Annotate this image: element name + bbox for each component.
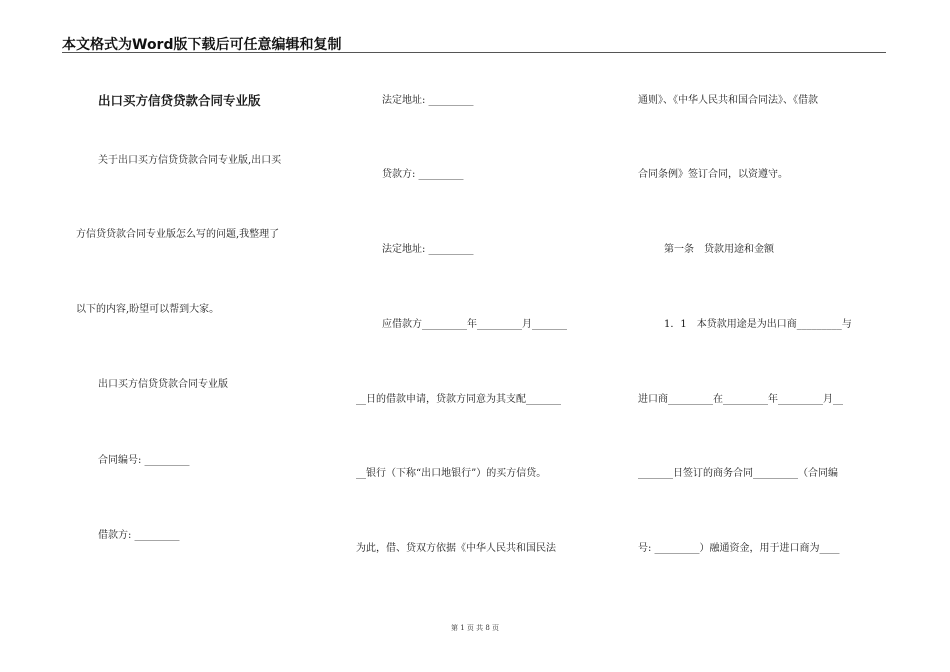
lender-address-field: 法定地址: _________ [382,244,474,255]
paragraph-line: 应借款方_________年_________月_______ [382,319,567,330]
lender-field: 贷款方: _________ [382,169,464,180]
paragraph-line: 关于出口买方信贷贷款合同专业版,出口买 [98,155,282,166]
column-1 [76,0,326,672]
paragraph-line: __银行（下称“出口地银行”）的买方信贷。 [356,468,547,479]
contract-number-field: 合同编号: _________ [98,455,190,466]
column-2 [356,0,606,672]
document-header: 本文格式为Word版下载后可任意编辑和复制 [62,37,342,53]
document-title: 出口买方信贷贷款合同专业版 [98,93,261,108]
column-3 [638,0,888,672]
paragraph-line: 号: _________）融通资金，用于进口商为____ [638,543,840,554]
article-heading: 第一条 贷款用途和金额 [664,244,774,255]
paragraph-line: 为此，借、贷双方依据《中华人民共和国民法 [356,543,556,554]
paragraph-line: 方信贷贷款合同专业版怎么写的问题,我整理了 [76,229,280,240]
paragraph-line: _______日签订的商务合同_________（合同编 [638,468,838,479]
paragraph-line: __日的借款申请，贷款方同意为其支配_______ [356,394,561,405]
paragraph-line: 合同条例》签订合同，以资遵守。 [638,169,788,180]
paragraph-line: 1．1 本贷款用途是为出口商_________与 [664,319,852,330]
contract-heading: 出口买方信贷贷款合同专业版 [98,379,228,390]
page-number: 第 1 页 共 8 页 [450,624,500,632]
paragraph-line: 通则》、《中华人民共和国合同法》、《借款 [638,95,818,106]
paragraph-line: 进口商_________在_________年_________月__ [638,394,843,405]
borrower-address-field: 法定地址: _________ [382,95,474,106]
borrower-field: 借款方: _________ [98,530,180,541]
paragraph-line: 以下的内容,盼望可以帮到大家。 [76,304,220,315]
